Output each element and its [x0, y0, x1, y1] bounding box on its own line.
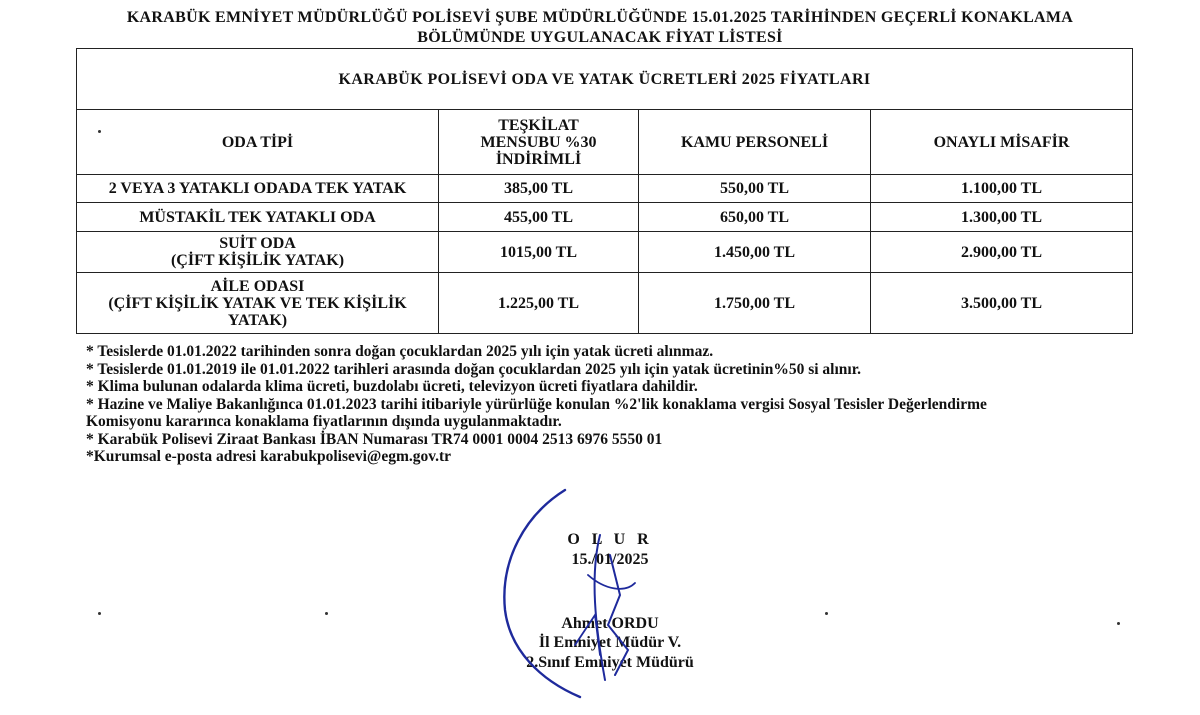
note-children-half: * Tesislerde 01.01.2019 ile 01.01.2022 tarihleri arasında doğan çocuklardan 2025 yılı için yatak ücretinin%50 si alınır. [86, 360, 862, 378]
staff-price-cell: 1015,00 TL [439, 232, 639, 273]
room-type-line-1: AİLE ODASI [210, 277, 305, 295]
signer-name: Ahmet ORDU [561, 615, 659, 632]
guest-price-cell: 3.500,00 TL [871, 273, 1133, 334]
table-row [77, 175, 1133, 203]
scan-speck [325, 612, 328, 615]
header-staff-line-3: İNDİRİMLİ [495, 150, 582, 168]
room-type-line-2: (ÇİFT KİŞİLİK YATAK) [170, 252, 345, 269]
room-type-line-2: (ÇİFT KİŞİLİK YATAK VE TEK KİŞİLİK [108, 294, 407, 312]
table-caption: KARABÜK POLİSEVİ ODA VE YATAK ÜCRETLERİ 2025 FİYATLARI [77, 49, 1133, 110]
header-staff-line-2: MENSUBU %30 [480, 133, 597, 151]
table-row [77, 203, 1133, 232]
signer-rank: 2.Sınıf Emniyet Müdürü [526, 654, 694, 671]
guest-price-cell: 1.100,00 TL [871, 175, 1133, 203]
scan-speck [825, 612, 828, 615]
table-row [77, 273, 1133, 334]
scan-speck [1117, 622, 1120, 625]
room-type-cell [77, 232, 439, 273]
public-price-cell: 650,00 TL [639, 203, 871, 232]
header-public: KAMU PERSONELİ [639, 110, 871, 175]
room-type-cell [77, 273, 439, 334]
room-type-cell: 2 VEYA 3 YATAKLI ODADA TEK YATAK [77, 175, 439, 203]
page-title-line-1: KARABÜK EMNİYET MÜDÜRLÜĞÜ POLİSEVİ ŞUBE MÜDÜRLÜĞÜNDE 15.01.2025 TARİHİNDEN GEÇERLİ KONAKLAMA [126, 9, 1074, 26]
note-email: *Kurumsal e-posta adresi karabukpolisevi@egm.gov.tr [86, 448, 452, 465]
room-type-line-1: SUİT ODA [219, 235, 296, 252]
staff-price-cell: 455,00 TL [439, 203, 639, 232]
note-tax-line-1: * Hazine ve Maliye Bakanlığınca 01.01.2023 tarihi itibariyle yürürlüğe konulan %2'lik konaklama vergisi Sosyal Tesisler Değerlendirme [86, 395, 987, 413]
note-included-fees: * Klima bulunan odalarda klima ücreti, buzdolabı ücreti, televizyon ücreti fiyatlara dahildir. [86, 378, 698, 395]
header-room-type: ODA TİPİ [77, 110, 439, 175]
approval-date: 15./01/2025 [571, 551, 649, 568]
public-price-cell: 1.750,00 TL [639, 273, 871, 334]
guest-price-cell: 2.900,00 TL [871, 232, 1133, 273]
scan-speck [98, 612, 101, 615]
header-guest: ONAYLI MİSAFİR [871, 110, 1133, 175]
note-children-free: * Tesislerde 01.01.2022 tarihinden sonra doğan çocuklardan 2025 yılı için yatak ücreti alınmaz. [86, 343, 714, 360]
table-header-row [77, 110, 1133, 175]
note-iban: * Karabük Polisevi Ziraat Bankası İBAN Numarası TR74 0001 0004 2513 6976 5550 01 [86, 430, 663, 448]
handwritten-signature [470, 475, 670, 710]
signer-title: İl Emniyet Müdür V. [538, 634, 682, 651]
room-type-line-3: YATAK) [227, 311, 288, 329]
header-staff-line-1: TEŞKİLAT [498, 116, 579, 134]
scan-speck [98, 130, 101, 133]
guest-price-cell: 1.300,00 TL [871, 203, 1133, 232]
notes-list [86, 343, 1146, 466]
staff-price-cell: 1.225,00 TL [439, 273, 639, 334]
staff-price-cell: 385,00 TL [439, 175, 639, 203]
public-price-cell: 1.450,00 TL [639, 232, 871, 273]
public-price-cell: 550,00 TL [639, 175, 871, 203]
table-row [77, 232, 1133, 273]
header-staff [439, 110, 639, 175]
room-type-cell: MÜSTAKİL TEK YATAKLI ODA [77, 203, 439, 232]
approval-olur: O L U R [567, 531, 653, 548]
page-title-line-2: BÖLÜMÜNDE UYGULANACAK FİYAT LİSTESİ [417, 29, 783, 46]
note-tax-line-2: Komisyonu kararınca konaklama fiyatlarının dışında uygulanmaktadır. [86, 413, 562, 430]
price-table [76, 48, 1133, 334]
